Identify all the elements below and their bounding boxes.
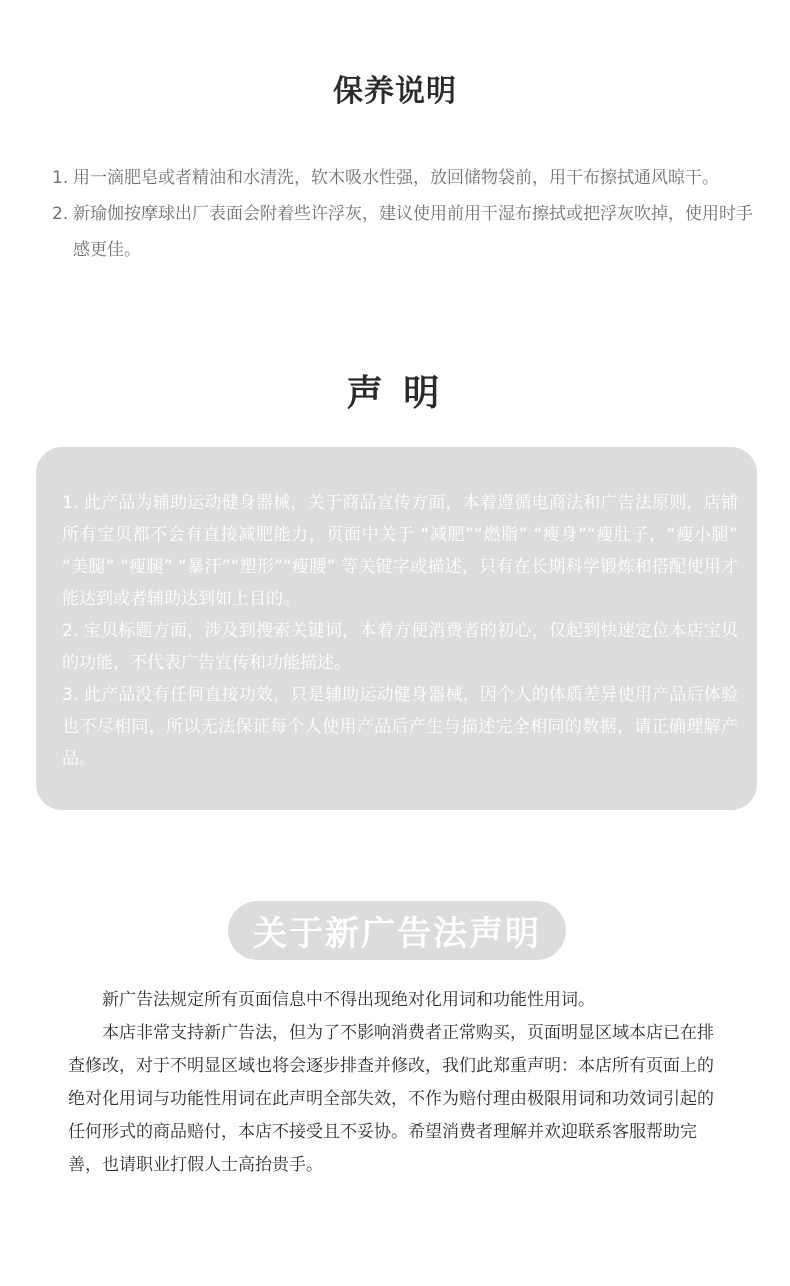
declaration-paragraph: 1. 此产品为辅助运动健身器械，关于商品宣传方面，本着遵循电商法和广告法原则，店铺所有宝贝都不会有直接减肥能力，页面中关于 “减肥”“燃脂” “瘦身”“瘦肚子，“瘦小腿” “美腿” “瘦腿” “暴汗”“塑形”“瘦腰” 等关键字或描述，只有在长期科学锻炼和搭配使用才能达到或者辅助达到如上目的。	[62, 493, 738, 609]
declaration-paragraph: 3. 此产品没有任何直接功效，只是辅助运动健身器械，因个人的体质差异使用产品后体验也不尽相同，所以无法保证每个人使用产品后产生与描述完全相同的数据，请正确理解产品。	[62, 685, 738, 769]
ad-law-paragraph: 本店非常支持新广告法，但为了不影响消费者正常购买，页面明显区域本店已在排查修改，对于不明显区域也将会逐步排查并修改，我们此郑重声明：本店所有页面上的绝对化用词与功能性用词在此声明全部失效，不作为赔付理由极限用词和功效词引起的任何形式的商品赔付，本店不接受且不妥协。希望消费者理解并欢迎联系客服帮助完善，也请职业打假人士高抬贵手。	[68, 1023, 714, 1175]
declaration-paragraph: 2. 宝贝标题方面，涉及到搜索关键词，本着方便消费者的初心，仅起到快速定位本店宝贝的功能，不代表广告宣传和功能描述。	[62, 621, 738, 673]
care-list	[52, 160, 757, 268]
care-title: 保养说明	[333, 74, 457, 109]
care-item-number: 2.	[52, 204, 69, 224]
declaration-title: 声 明	[346, 373, 444, 414]
care-item-text: 新瑜伽按摩球出厂表面会附着些许浮灰，建议使用前用干湿布擦拭或把浮灰吹掉，使用时手感更佳。	[73, 204, 753, 260]
declaration-box	[36, 447, 757, 810]
care-item-text: 用一滴肥皂或者精油和水清洗，软木吸水性强，放回储物袋前，用干布擦拭通风晾干。	[73, 168, 719, 188]
declaration-body	[62, 487, 738, 775]
ad-law-title: 关于新广告法声明	[253, 914, 541, 954]
ad-law-title-pill	[228, 901, 566, 960]
care-item	[52, 196, 757, 268]
ad-law-paragraph: 新广告法规定所有页面信息中不得出现绝对化用词和功能性用词。	[102, 990, 595, 1010]
care-item-number: 1.	[52, 168, 69, 188]
care-item	[52, 160, 757, 196]
ad-law-body	[68, 984, 728, 1182]
